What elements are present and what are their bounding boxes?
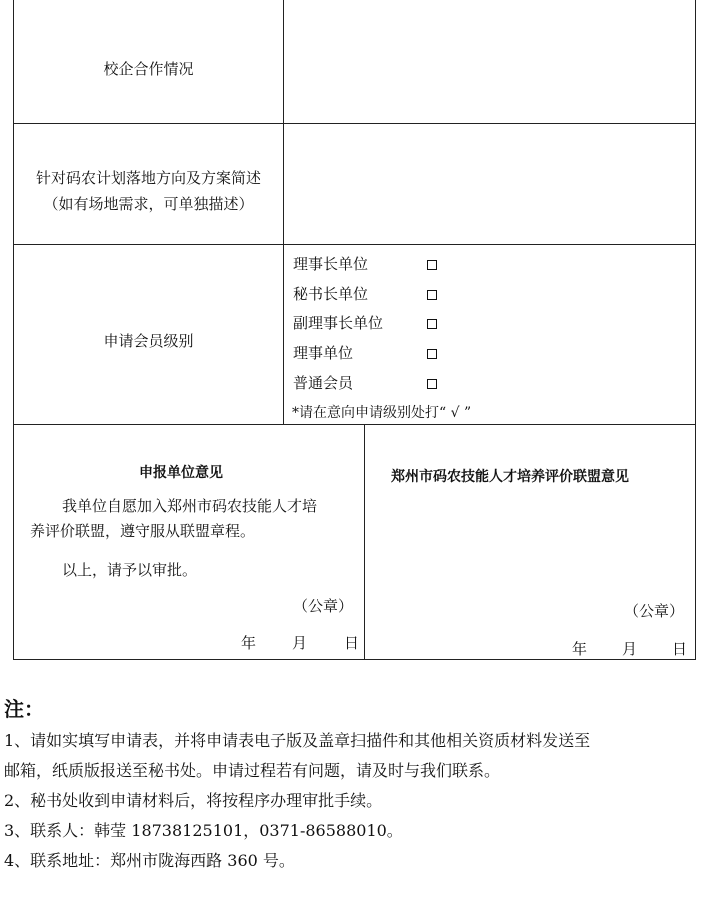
alliance-seal: （公章） [624,602,685,620]
applicant-opinion-para1-line2: 养评价联盟，遵守服从联盟章程。 [30,522,256,540]
checkbox-council-unit[interactable] [427,349,437,359]
alliance-date-month: 月 [622,640,638,658]
note-item-3: 3、联系人：韩莹 18738125101，0371-86588010。 [4,821,403,840]
note-item-1-line2: 邮箱，纸质版报送至秘书处。申请过程若有问题，请及时与我们联系。 [4,761,501,780]
row-divider [14,424,695,425]
plan-label [14,123,283,244]
applicant-date-month: 月 [292,634,308,652]
level-option-label: 副理事长单位 [293,314,384,332]
alliance-opinion-title: 郑州市码农技能人才培养评价联盟意见 [391,469,629,485]
applicant-date-year: 年 [241,634,257,652]
level-label-text: 申请会员级别 [103,332,194,350]
note-item-1-line1: 1、请如实填写申请表，并将申请表电子版及盖章扫描件和其他相关资质材料发送至 [4,731,591,750]
applicant-opinion-para2: 以上，请予以审批。 [62,561,198,579]
level-instruction: *请在意向申请级别处打“ √ ” [292,405,472,421]
checkbox-ordinary-member[interactable] [427,379,437,389]
application-form-table [13,0,696,660]
alliance-date-year: 年 [572,640,588,658]
checkbox-secretary-general-unit[interactable] [427,290,437,300]
level-option-label: 普通会员 [293,374,354,392]
cooperation-input-area[interactable] [286,2,692,120]
applicant-opinion-title: 申报单位意见 [139,465,223,481]
level-option-label: 理事单位 [293,344,354,362]
note-item-4: 4、联系地址：郑州市陇海西路 360 号。 [4,851,295,870]
alliance-date-day: 日 [672,640,688,658]
applicant-date-day: 日 [344,634,360,652]
cooperation-label-text: 校企合作情况 [103,59,194,78]
level-option-label: 秘书长单位 [293,285,369,303]
plan-label-line1: 针对码农计划落地方向及方案简述 [35,168,261,187]
checkbox-chairman-unit[interactable] [427,260,437,270]
level-label [14,244,283,424]
applicant-opinion-para1-line1: 我单位自愿加入郑州市码农技能人才培 [62,497,318,515]
notes-title: 注： [4,697,44,721]
checkbox-vice-chairman-unit[interactable] [427,319,437,329]
cooperation-label [14,0,283,123]
plan-input-area[interactable] [286,126,692,242]
column-divider [364,424,365,660]
column-divider [283,0,284,424]
note-item-2: 2、秘书处收到申请材料后，将按程序办理审批手续。 [4,791,383,810]
level-option-label: 理事长单位 [293,255,369,273]
plan-label-line2: （如有场地需求，可单独描述） [43,194,254,213]
applicant-seal: （公章） [293,597,354,615]
